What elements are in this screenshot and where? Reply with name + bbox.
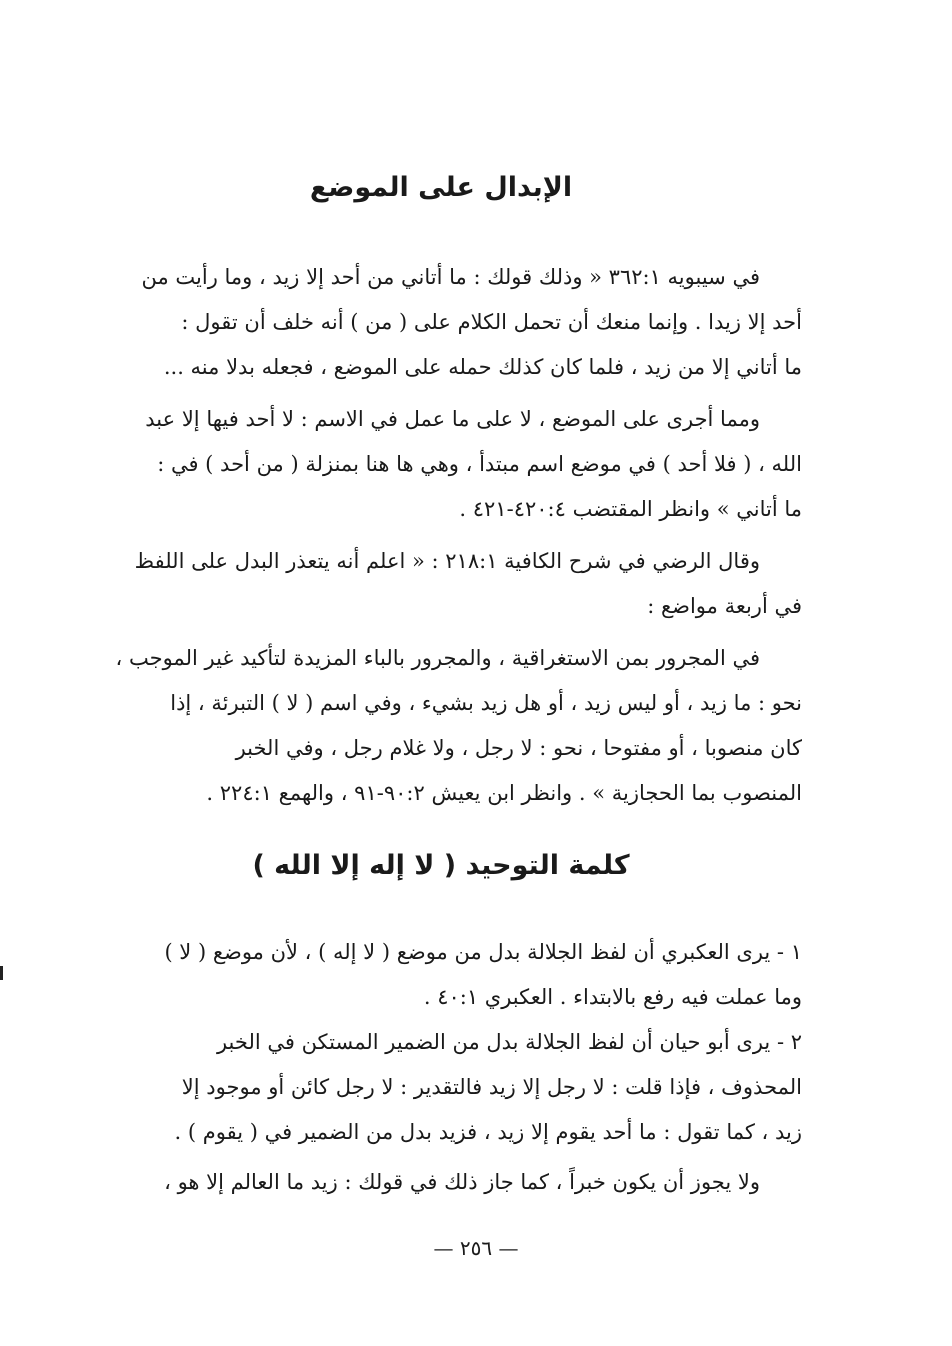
text-line: ٢ - يرى أبو حيان أن لفظ الجلالة بدل من الضمير المستكن في الخبر [216,1030,802,1054]
paragraph-la-yajuz [80,1160,802,1205]
paragraph-mimma-ujriya [80,397,802,532]
text-line: في سيبويه ٣٦٢:١ « وذلك قولك : ما أتاني من أحد إلا زيد ، وما رأيت من [141,265,760,289]
text-line: أحد إلا زيدا . وإنما منعك أن تحمل الكلام على ( من ) أنه خلف أن تقول : [181,310,802,334]
text-line: وقال الرضي في شرح الكافية ٢١٨:١ : « اعلم أنه يتعذر البدل على اللفظ [134,549,760,573]
text-line: ولا يجوز أن يكون خبراً ، كما جاز ذلك في قولك : زيد ما العالم إلا هو ، [164,1170,760,1194]
section-heading-tawhid: كلمة التوحيد ( لا إله إلا الله ) [252,850,630,881]
text-line: ومما أجرى على الموضع ، لا على ما عمل في الاسم : لا أحد فيها إلا عبد [145,407,760,431]
text-line: في المجرور بمن الاستغراقية ، والمجرور بالباء المزيدة لتأكيد غير الموجب ، [115,646,760,670]
text-line: الله ، ( فلا أحد ) في موضع اسم مبتدأ ، وهي ها هنا بمنزلة ( من أحد ) في : [157,452,802,476]
page-number: — ٢٥٦ — [433,1236,519,1260]
text-line: المنصوب بما الحجازية » . وانظر ابن يعيش ٩٠:٢-٩١ ، والهمع ٢٢٤:١ . [206,781,802,805]
scan-edge-mark [0,966,3,980]
text-line: ١ - يرى العكبري أن لفظ الجلالة بدل من موضع ( لا إله ) ، لأن موضع ( لا ) [164,940,802,964]
text-line: في أربعة مواضع : [647,594,802,618]
text-line: زيد ، كما تقول : ما أحد يقوم إلا زيد ، فزيد بدل من الضمير في ( يقوم ) . [174,1120,802,1144]
text-line: ما أتاني » وانظر المقتضب ٤٢٠:٤-٤٢١ . [459,497,802,521]
paragraph-four-positions [80,636,802,816]
paragraph-sibawayh [80,255,802,390]
section-heading-ibdal: الإبدال على الموضع [309,172,573,203]
paragraph-radi [80,539,802,629]
paragraph-abu-hayyan [80,1020,802,1155]
text-line: نحو : ما زيد ، أو ليس زيد ، أو هل زيد بشيء ، وفي اسم ( لا ) التبرئة ، إذا [170,691,802,715]
text-line: وما عملت فيه رفع بالابتداء . العكبري ٤٠:١ . [423,985,802,1009]
text-line: المحذوف ، فإذا قلت : لا رجل إلا زيد فالتقدير : لا رجل كائن أو موجود إلا [181,1075,802,1099]
text-line: ما أتاني إلا من زيد ، فلما كان كذلك حمله على الموضع ، فجعله بدلا منه ... [163,355,802,379]
text-line: كان منصوبا ، أو مفتوحا ، نحو : لا رجل ، ولا غلام رجل ، وفي الخبر [235,736,802,760]
paragraph-ukbari [80,930,802,1020]
